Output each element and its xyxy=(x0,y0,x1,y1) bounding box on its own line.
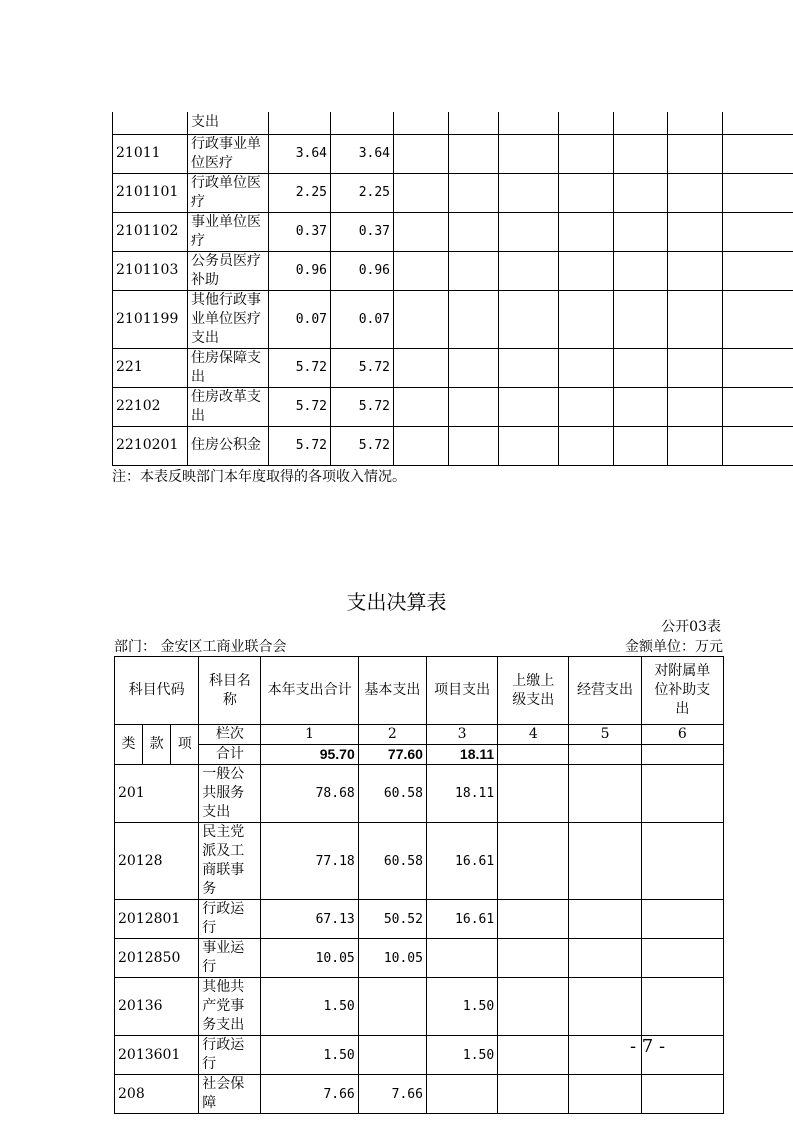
table-row: 221 住房保障支出 5.72 5.72 xyxy=(113,348,793,387)
table-row: 2013601 行政运行 1.50 1.50 xyxy=(115,1036,724,1075)
form-number: 公开03表 xyxy=(661,619,721,635)
table-row: 208 社会保障 7.66 7.66 xyxy=(115,1075,724,1114)
column-number-row: 类 款 项 栏次 1 2 3 4 5 6 xyxy=(115,725,724,745)
table-row: 2101103 公务员医疗补助 0.96 0.96 xyxy=(113,251,793,290)
table-row: 22102 住房改革支出 5.72 5.72 xyxy=(113,387,793,426)
table-row: 2012850 事业运行 10.05 10.05 xyxy=(115,939,724,978)
page-title: 支出决算表 xyxy=(346,590,447,614)
table-row: 2210201 住房公积金 5.72 5.72 xyxy=(113,426,793,465)
table-note: 注：本表反映部门本年度取得的各项收入情况。 xyxy=(112,469,406,485)
page-number: - 7 - xyxy=(630,1036,666,1057)
table-row: 2101102 事业单位医疗 0.37 0.37 xyxy=(113,212,793,251)
table-row: 20128 民主党派及工商联事务 77.18 60.58 16.61 xyxy=(115,823,724,900)
table-row: 20136 其他共产党事务支出 1.50 1.50 xyxy=(115,978,724,1036)
header-row: 科目代码 科目名称 本年支出合计 基本支出 项目支出 上缴上级支出 经营支出 对附属单位补助支出 xyxy=(115,657,724,725)
table-row: 支出 xyxy=(113,112,793,134)
total-row: 合计 95.70 77.60 18.11 xyxy=(115,745,724,765)
table-row: 201 一般公共服务支出 78.68 60.58 18.11 xyxy=(115,765,724,823)
table-row: 2101199 其他行政事业单位医疗支出 0.07 0.07 xyxy=(113,290,793,348)
table-row: 2101101 行政单位医疗 2.25 2.25 xyxy=(113,173,793,212)
table-row: 2012801 行政运行 67.13 50.52 16.61 xyxy=(115,900,724,939)
amount-unit: 金额单位：万元 xyxy=(625,639,723,655)
table-row: 21011 行政事业单位医疗 3.64 3.64 xyxy=(113,134,793,173)
department-label: 部门： 金安区工商业联合会 xyxy=(114,639,287,655)
income-table-continued xyxy=(112,112,793,466)
